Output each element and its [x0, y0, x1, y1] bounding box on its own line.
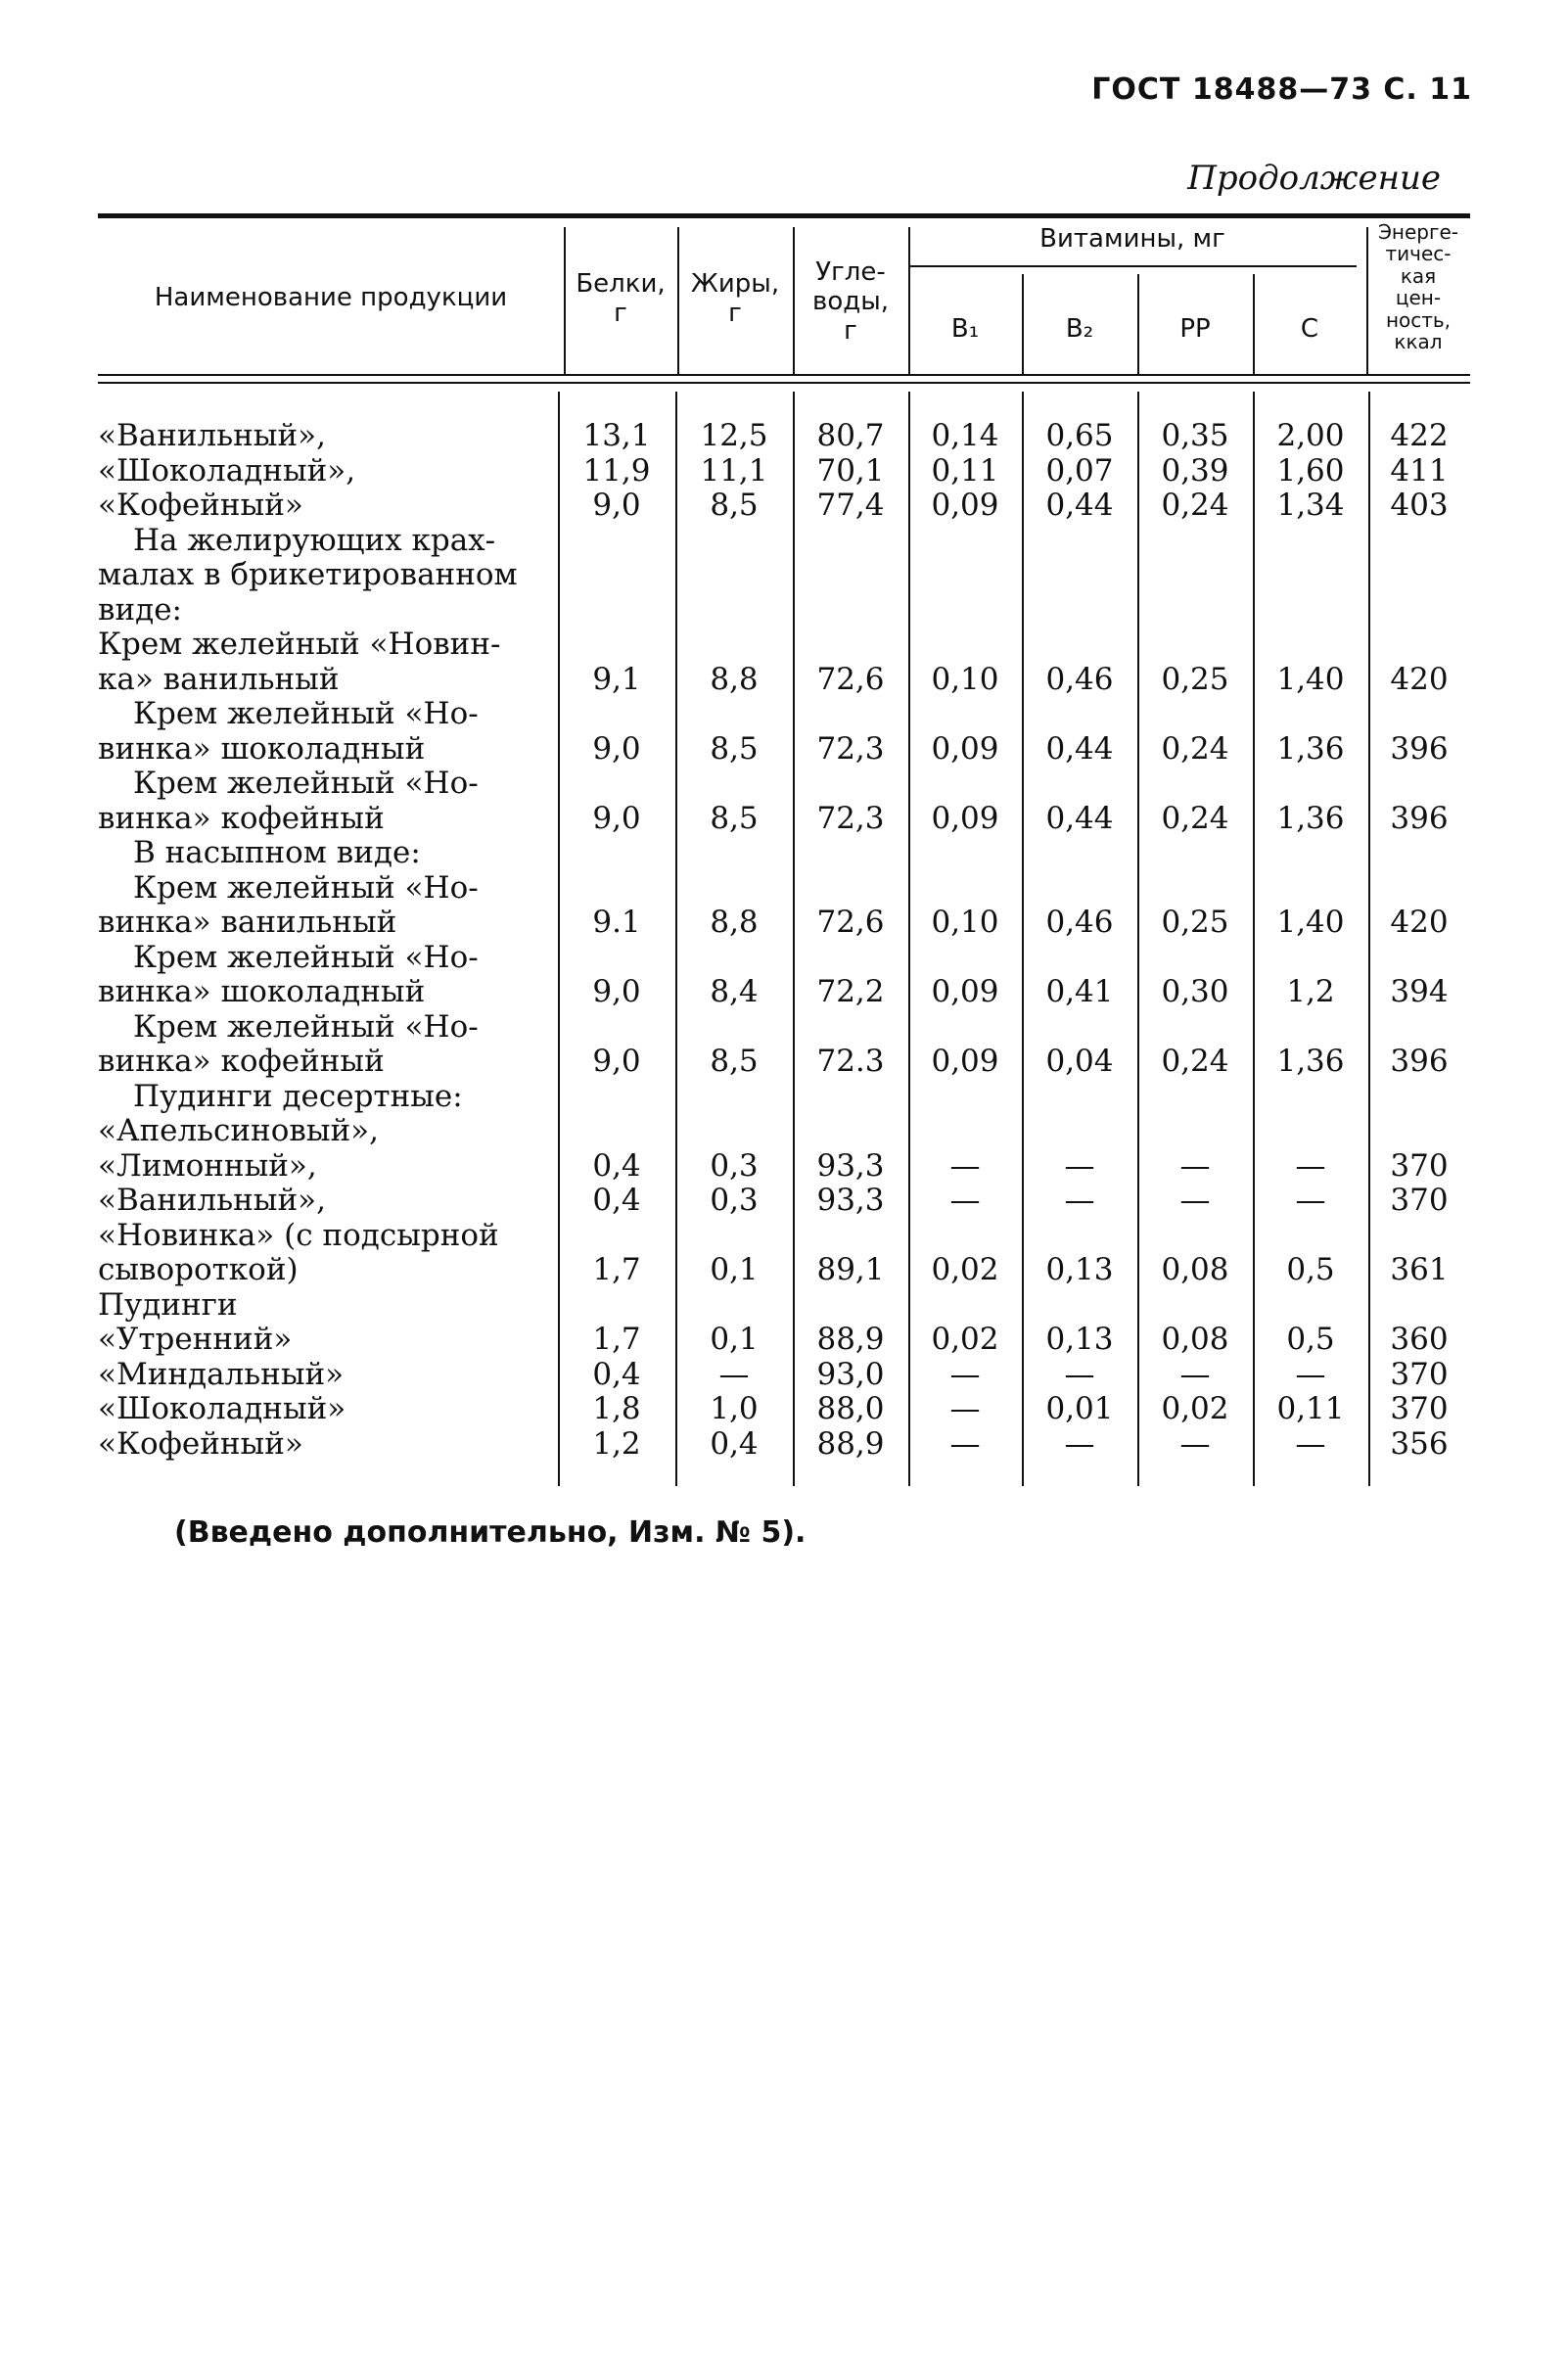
- cell-b1: —: [949, 1356, 981, 1392]
- cell-protein: 0,4: [592, 1356, 641, 1392]
- cell-pp: 0,24: [1161, 1044, 1229, 1079]
- cell-protein: 1,8: [592, 1391, 641, 1426]
- cell-b1: —: [949, 1183, 981, 1218]
- table-row: [98, 836, 1470, 871]
- table-row: [98, 1288, 1470, 1324]
- cell-c: 1,40: [1276, 905, 1345, 940]
- cell-fat: 12,5: [700, 418, 768, 453]
- product-name: «Шоколадный»: [98, 1391, 346, 1426]
- table-row: [98, 1358, 1470, 1393]
- cell-protein: 1,7: [592, 1322, 641, 1357]
- product-name: винка» шоколадный: [98, 730, 426, 767]
- cell-pp: 0,25: [1161, 905, 1229, 940]
- cell-pp: 0,02: [1161, 1391, 1229, 1426]
- table-row: [98, 419, 1470, 454]
- product-name: «Лимонный»,: [98, 1147, 317, 1184]
- cell-carbs: 93,3: [816, 1147, 885, 1184]
- vitamins-group-rule: [908, 265, 1357, 267]
- cell-b2: 0,01: [1045, 1391, 1114, 1426]
- cell-pp: —: [1179, 1356, 1211, 1392]
- cell-b2: 0,65: [1045, 418, 1114, 453]
- cell-b2: 0,13: [1045, 1322, 1114, 1357]
- product-name: «Шоколадный»,: [98, 452, 356, 489]
- cell-c: —: [1295, 1425, 1326, 1462]
- cell-fat: 8,5: [710, 800, 759, 836]
- product-name: Крем желейный «Но-: [133, 869, 479, 906]
- cell-energy: 361: [1390, 1252, 1449, 1287]
- cell-protein: 1,7: [592, 1252, 641, 1287]
- table-top-rule: [98, 213, 1470, 218]
- cell-b1: 0,09: [931, 488, 999, 523]
- cell-carbs: 72,3: [816, 730, 885, 767]
- cell-carbs: 72,3: [816, 800, 885, 836]
- column-header-carbs: Угле- воды, г: [812, 257, 889, 346]
- cell-energy: 420: [1390, 661, 1449, 697]
- cell-c: 1,36: [1276, 1044, 1345, 1079]
- cell-c: 1,60: [1276, 452, 1345, 489]
- table-row: [98, 1045, 1470, 1080]
- table-row: [98, 663, 1470, 698]
- product-name: винка» шоколадный: [98, 974, 426, 1009]
- cell-b2: 0,41: [1045, 974, 1114, 1009]
- cell-protein: 9.1: [592, 905, 641, 940]
- cell-b2: 0,46: [1045, 661, 1114, 697]
- cell-protein: 1,2: [592, 1425, 641, 1462]
- product-name: Крем желейный «Новин-: [98, 627, 501, 662]
- cell-protein: 11,9: [582, 452, 651, 489]
- column-header-name: Наименование продукции: [154, 283, 508, 312]
- cell-b2: 0,44: [1045, 730, 1114, 767]
- table-row: [98, 941, 1470, 976]
- table-row: [98, 454, 1470, 489]
- cell-energy: 420: [1390, 905, 1449, 940]
- cell-fat: —: [718, 1356, 750, 1392]
- cell-b2: —: [1064, 1183, 1095, 1218]
- cell-carbs: 93,0: [816, 1356, 885, 1392]
- cell-fat: 8,5: [710, 1044, 759, 1079]
- cell-protein: 0,4: [592, 1147, 641, 1184]
- cell-b2: —: [1064, 1147, 1095, 1184]
- cell-carbs: 80,7: [816, 418, 885, 453]
- product-name: Крем желейный «Но-: [133, 939, 479, 975]
- product-name: «Ванильный»,: [98, 418, 326, 453]
- cell-fat: 8,5: [710, 488, 759, 523]
- product-name: «Утренний»: [98, 1322, 293, 1357]
- cell-b2: 0,04: [1045, 1044, 1114, 1079]
- cell-c: 0,11: [1276, 1391, 1345, 1426]
- cell-b1: 0,02: [931, 1322, 999, 1357]
- cell-energy: 396: [1390, 1044, 1449, 1079]
- cell-fat: 0,1: [710, 1322, 759, 1357]
- cell-protein: 9,0: [592, 488, 641, 523]
- product-name: Крем желейный «Но-: [133, 766, 479, 801]
- table-row: [98, 1427, 1470, 1463]
- table-row: [98, 1010, 1470, 1046]
- cell-pp: —: [1179, 1183, 1211, 1218]
- cell-carbs: 77,4: [816, 488, 885, 523]
- cell-b1: 0,02: [931, 1252, 999, 1287]
- table-row: [98, 1219, 1470, 1254]
- cell-carbs: 88,9: [816, 1425, 885, 1462]
- product-name: «Миндальный»: [98, 1356, 345, 1392]
- product-name: виде:: [98, 591, 182, 628]
- cell-fat: 0,3: [710, 1183, 759, 1218]
- cell-carbs: 72,6: [816, 661, 885, 697]
- cell-c: —: [1295, 1183, 1326, 1218]
- cell-protein: 0,4: [592, 1183, 641, 1218]
- cell-carbs: 93,3: [816, 1183, 885, 1218]
- header-bottom-rule-double: [98, 382, 1470, 384]
- cell-b2: 0,44: [1045, 800, 1114, 836]
- table-row: [98, 975, 1470, 1010]
- cell-protein: 9,0: [592, 1044, 641, 1079]
- cell-c: 1,2: [1286, 974, 1335, 1009]
- column-header-protein: Белки, г: [576, 269, 666, 328]
- cell-b1: —: [949, 1425, 981, 1462]
- product-name: сывороткой): [98, 1252, 299, 1287]
- cell-b1: 0,09: [931, 730, 999, 767]
- table-row: [98, 1149, 1470, 1185]
- product-name: «Кофейный»: [98, 1425, 303, 1462]
- table-row: [98, 1080, 1470, 1115]
- cell-carbs: 70,1: [816, 452, 885, 489]
- column-header-fat: Жиры, г: [690, 269, 780, 328]
- cell-energy: 370: [1390, 1391, 1449, 1426]
- table-row: [98, 906, 1470, 941]
- table-row: [98, 593, 1470, 628]
- table-row: [98, 871, 1470, 907]
- cell-b2: 0,44: [1045, 488, 1114, 523]
- product-name: В насыпном виде:: [133, 835, 421, 870]
- cell-pp: 0,30: [1161, 974, 1229, 1009]
- cell-b2: —: [1064, 1356, 1095, 1392]
- cell-carbs: 88,9: [816, 1322, 885, 1357]
- cell-b2: —: [1064, 1425, 1095, 1462]
- cell-pp: —: [1179, 1425, 1211, 1462]
- cell-carbs: 72,2: [816, 974, 885, 1009]
- product-name: «Новинка» (с подсырной: [98, 1217, 499, 1253]
- cell-pp: 0,24: [1161, 488, 1229, 523]
- cell-energy: 370: [1390, 1147, 1449, 1184]
- cell-protein: 9,0: [592, 730, 641, 767]
- table-row: [98, 767, 1470, 802]
- cell-b1: —: [949, 1391, 981, 1426]
- cell-carbs: 72.3: [816, 1044, 885, 1079]
- cell-fat: 11,1: [700, 452, 768, 489]
- cell-c: 1,36: [1276, 800, 1345, 836]
- document-reference: ГОСТ 18488—73 С. 11: [1091, 72, 1472, 107]
- cell-energy: 411: [1390, 452, 1449, 489]
- column-header-pp: PP: [1179, 314, 1211, 344]
- cell-c: 2,00: [1276, 418, 1345, 453]
- product-name: винка» кофейный: [98, 1044, 385, 1079]
- product-name: «Кофейный»: [98, 488, 303, 523]
- cell-c: 0,5: [1286, 1322, 1335, 1357]
- product-name: Пудинги: [98, 1286, 238, 1323]
- cell-energy: 422: [1390, 418, 1449, 453]
- table-row: [98, 628, 1470, 663]
- table-row: [98, 1323, 1470, 1358]
- cell-fat: 8,8: [710, 905, 759, 940]
- product-name: малах в брикетированном: [98, 557, 518, 592]
- table-row: [98, 1114, 1470, 1149]
- cell-b1: 0,11: [931, 452, 999, 489]
- cell-fat: 0,1: [710, 1252, 759, 1287]
- cell-b2: 0,07: [1045, 452, 1114, 489]
- cell-b1: 0,10: [931, 905, 999, 940]
- column-header-b1: B₁: [950, 314, 980, 344]
- cell-carbs: 72,6: [816, 905, 885, 940]
- cell-fat: 8,8: [710, 661, 759, 697]
- cell-b2: 0,13: [1045, 1252, 1114, 1287]
- cell-energy: 394: [1390, 974, 1449, 1009]
- cell-energy: 396: [1390, 800, 1449, 836]
- product-name: На желирующих крах-: [133, 522, 496, 558]
- cell-b1: 0,09: [931, 800, 999, 836]
- cell-energy: 356: [1390, 1425, 1449, 1462]
- cell-c: 1,36: [1276, 730, 1345, 767]
- cell-energy: 370: [1390, 1183, 1449, 1218]
- table-row: [98, 1392, 1470, 1427]
- cell-b1: 0,09: [931, 974, 999, 1009]
- cell-pp: 0,24: [1161, 730, 1229, 767]
- nutrition-table-body: [98, 419, 1470, 1462]
- cell-pp: 0,25: [1161, 661, 1229, 697]
- cell-protein: 9,0: [592, 800, 641, 836]
- cell-energy: 396: [1390, 730, 1449, 767]
- table-row: [98, 802, 1470, 837]
- cell-energy: 403: [1390, 488, 1449, 523]
- column-header-c: C: [1300, 314, 1319, 344]
- column-header-energy: Энерге- тичес- кая цен- ность, ккал: [1377, 220, 1459, 353]
- cell-fat: 1,0: [710, 1391, 759, 1426]
- table-row: [98, 558, 1470, 593]
- cell-c: 1,34: [1276, 488, 1345, 523]
- column-header-b2: B₂: [1065, 314, 1094, 344]
- cell-pp: 0,35: [1161, 418, 1229, 453]
- product-name: Крем желейный «Но-: [133, 696, 479, 731]
- cell-protein: 9,0: [592, 974, 641, 1009]
- header-bottom-rule: [98, 374, 1470, 376]
- cell-pp: 0,24: [1161, 800, 1229, 836]
- product-name: ка» ванильный: [98, 661, 340, 697]
- continuation-label: Продолжение: [1187, 159, 1441, 198]
- table-row: [98, 1253, 1470, 1288]
- cell-c: —: [1295, 1356, 1326, 1392]
- cell-carbs: 88,0: [816, 1391, 885, 1426]
- cell-fat: 8,4: [710, 974, 759, 1009]
- product-name: Крем желейный «Но-: [133, 1008, 479, 1045]
- cell-b1: 0,10: [931, 661, 999, 697]
- product-name: «Апельсиновый»,: [98, 1113, 379, 1148]
- table-row: [98, 1184, 1470, 1219]
- cell-carbs: 89,1: [816, 1252, 885, 1287]
- cell-fat: 0,3: [710, 1147, 759, 1184]
- cell-c: 1,40: [1276, 661, 1345, 697]
- table-row: [98, 697, 1470, 732]
- cell-c: 0,5: [1286, 1252, 1335, 1287]
- cell-pp: —: [1179, 1147, 1211, 1184]
- cell-energy: 360: [1390, 1322, 1449, 1357]
- cell-c: —: [1295, 1147, 1326, 1184]
- column-header-vitamins: Витамины, мг: [1039, 224, 1225, 254]
- cell-fat: 0,4: [710, 1425, 759, 1462]
- cell-protein: 13,1: [582, 418, 651, 453]
- amendment-note: (Введено дополнительно, Изм. № 5).: [174, 1515, 807, 1550]
- cell-pp: 0,39: [1161, 452, 1229, 489]
- cell-b1: 0,09: [931, 1044, 999, 1079]
- product-name: Пудинги десертные:: [133, 1078, 463, 1114]
- cell-b1: —: [949, 1147, 981, 1184]
- cell-b1: 0,14: [931, 418, 999, 453]
- cell-b2: 0,46: [1045, 905, 1114, 940]
- cell-pp: 0,08: [1161, 1252, 1229, 1287]
- cell-pp: 0,08: [1161, 1322, 1229, 1357]
- product-name: винка» кофейный: [98, 800, 385, 836]
- cell-protein: 9,1: [592, 661, 641, 697]
- table-row: [98, 732, 1470, 768]
- product-name: «Ванильный»,: [98, 1183, 326, 1218]
- table-row: [98, 524, 1470, 559]
- cell-fat: 8,5: [710, 730, 759, 767]
- cell-energy: 370: [1390, 1356, 1449, 1392]
- product-name: винка» ванильный: [98, 905, 397, 940]
- table-row: [98, 489, 1470, 524]
